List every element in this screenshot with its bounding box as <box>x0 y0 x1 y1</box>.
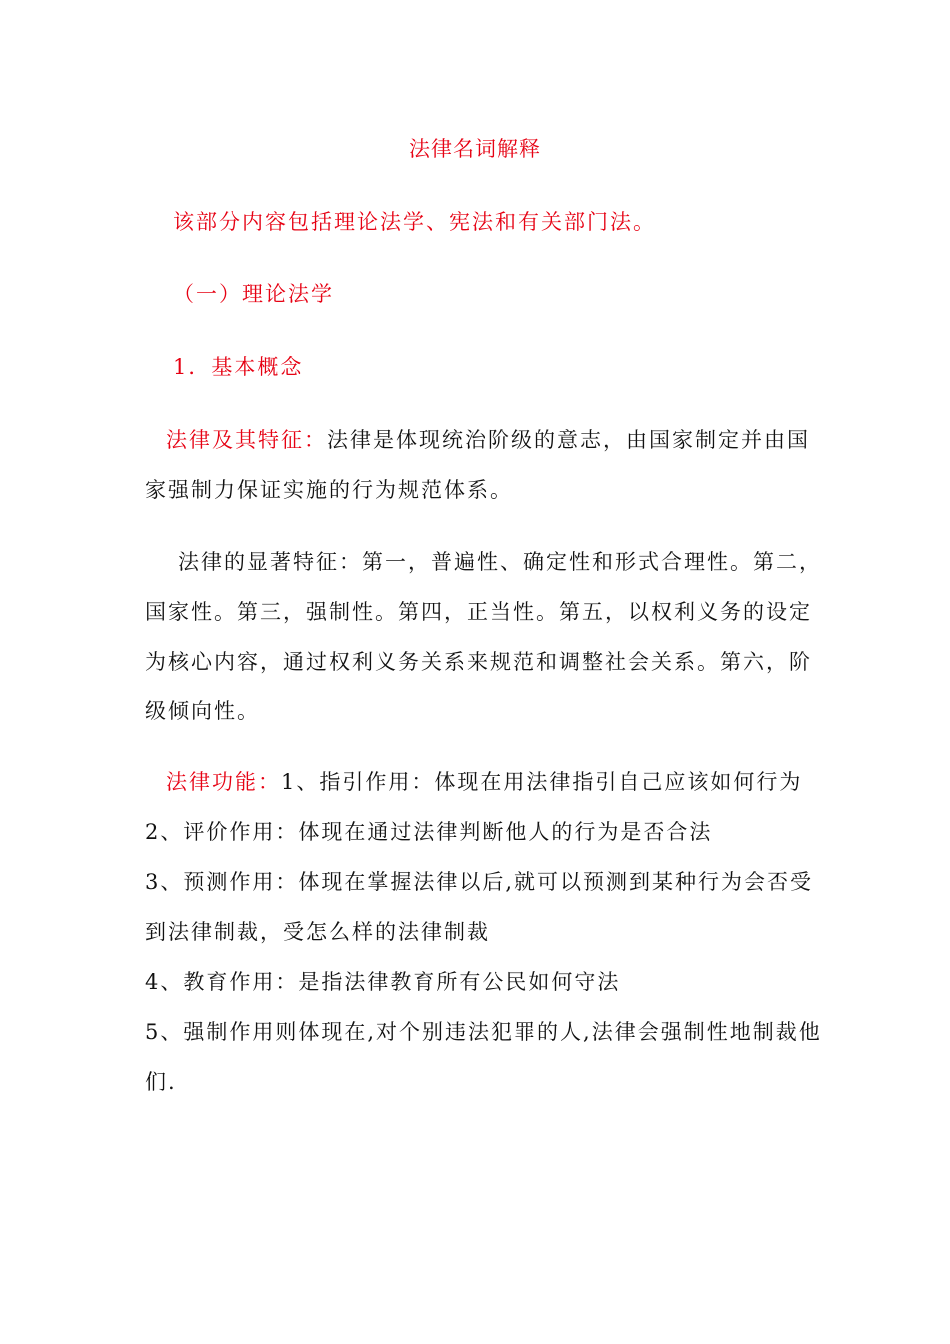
intro-paragraph: 该部分内容包括理论法学、宪法和有关部门法。 <box>173 210 656 234</box>
function-item-3-line-1: 3、预测作用：体现在掌握法律以后,就可以预测到某种行为会否受 <box>145 870 814 894</box>
features-line-1: 法律的显著特征：第一，普遍性、确定性和形式合理性。第二， <box>178 550 822 574</box>
function-item-3-line-2: 到法律制裁，受怎么样的法律制裁 <box>145 920 490 944</box>
definition-line-2: 家强制力保证实施的行为规范体系。 <box>145 478 513 502</box>
document-title: 法律名词解释 <box>409 137 541 161</box>
features-line-3: 为核心内容，通过权利义务关系来规范和调整社会关系。第六，阶 <box>145 650 812 674</box>
subsection-heading: 1．基本概念 <box>173 355 304 379</box>
function-item-1: 1、指引作用：体现在用法律指引自己应该如何行为 <box>281 770 803 794</box>
section-heading: （一）理论法学 <box>173 282 334 306</box>
definition-text: 法律是体现统治阶级的意志，由国家制定并由国 <box>327 428 810 452</box>
function-item-5-line-1: 5、强制作用则体现在,对个别违法犯罪的人,法律会强制性地制裁他 <box>145 1020 822 1044</box>
functions-term: 法律功能： <box>166 770 281 794</box>
function-item-4: 4、教育作用：是指法律教育所有公民如何守法 <box>145 970 621 994</box>
definition-term: 法律及其特征： <box>166 428 327 452</box>
definition-line-1 <box>166 425 810 455</box>
function-item-2: 2、评价作用：体现在通过法律判断他人的行为是否合法 <box>145 820 713 844</box>
features-line-4: 级倾向性。 <box>145 699 260 723</box>
features-line-2: 国家性。第三，强制性。第四，正当性。第五，以权利义务的设定 <box>145 600 812 624</box>
function-item-5-line-2: 们. <box>145 1070 177 1094</box>
functions-line-1 <box>166 767 802 797</box>
